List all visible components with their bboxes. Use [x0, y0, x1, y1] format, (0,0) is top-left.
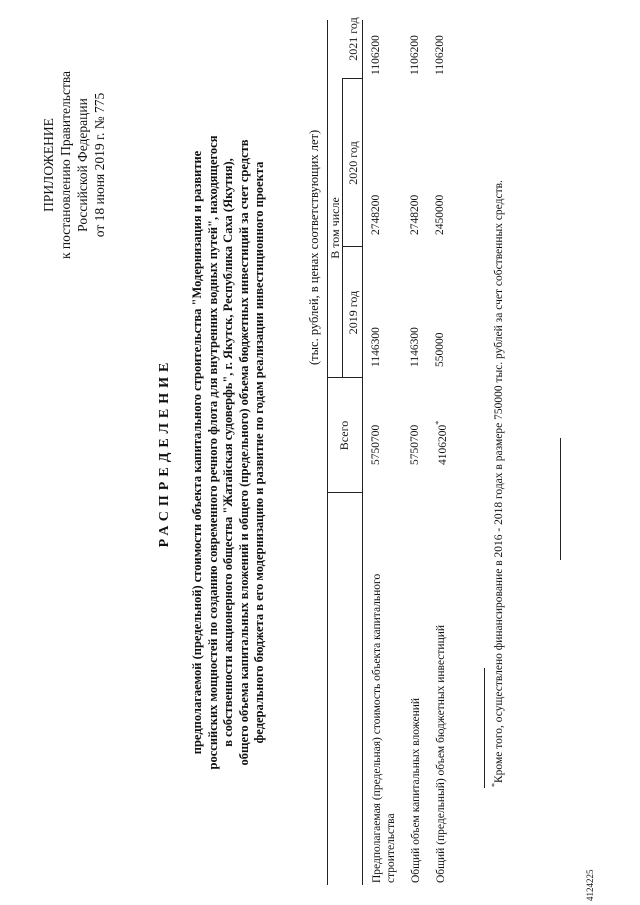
footnote [490, 180, 505, 787]
table-cell-2019: 550000 [434, 332, 446, 367]
subtitle-line: предполагаемой (предельной) стоимости объекта капитального строительства "Модернизация и развитие [190, 150, 204, 755]
footnote-mark: * [490, 783, 499, 787]
table-cell-total: 5750700 [409, 424, 421, 465]
header-group: В том числе [328, 197, 342, 259]
appendix-line: Российской Федерации [75, 98, 90, 232]
document-code: 4124225 [585, 869, 595, 901]
appendix-line: к постановлению Правительства [58, 70, 73, 260]
header-year-2021: 2021 год [346, 17, 360, 61]
document-subtitle [190, 30, 268, 875]
table-cell-2021: 1106200 [409, 35, 421, 75]
table-cell-total: 5750700 [370, 424, 382, 465]
table-cell-2019: 1146300 [409, 327, 421, 367]
appendix-line: от 18 июня 2019 г. № 775 [92, 92, 107, 238]
appendix-block [40, 25, 108, 305]
header-year-2019: 2019 год [346, 290, 360, 335]
subtitle-line: федерального бюджета в его модернизацию и развитие по годам реализации инвестиционного проекта [252, 161, 267, 744]
table-row-label: Общий объем капитальных вложений [410, 697, 422, 883]
footnote-separator [484, 668, 485, 788]
table-cell-2020: 2748200 [370, 194, 382, 235]
subtitle-line: общего объема капитальных вложений и общего (предельного) объема бюджетных инвестиций за счет средств [236, 139, 251, 766]
table-row-label: Предполагаемая (предельная) стоимость объекта капитального строительства [371, 573, 397, 883]
table-rule-header [362, 20, 363, 885]
subtitle-line: российских мощностей по созданию современного речного флота для внутренних водных путей", находящегося [205, 135, 220, 770]
header-year-2020: 2020 год [346, 141, 360, 185]
table-cell-2019: 1146300 [370, 327, 382, 367]
table-cell-2020: 2450000 [434, 194, 446, 235]
table-cell-2021: 1106200 [370, 35, 382, 75]
footnote-marker: * [434, 420, 443, 425]
appendix-title: ПРИЛОЖЕНИЕ [41, 118, 56, 212]
table-cell-total [434, 421, 449, 465]
footnote-text: Кроме того, осуществлено финансирование в 2016 - 2018 годах в размере 750000 тыс. рублей за счет собственных средств. [492, 180, 505, 783]
end-rule [560, 438, 561, 560]
subtitle-line: в собственности акционерного общества "Жатайская судоверфь", г. Якутск, Республика Саха (Якутия), [221, 158, 236, 747]
units-note: (тыс. рублей, в ценах соответствующих лет) [307, 129, 321, 365]
table-row-label: Общий (предельный) объем бюджетных инвестиций [435, 624, 447, 883]
document-title: РАСПРЕДЕЛЕНИЕ [157, 357, 172, 548]
header-total: Всего [337, 420, 351, 451]
table-cell-2021: 1106200 [434, 35, 446, 75]
table-cell-total-value: 4106200 [436, 424, 449, 465]
table-cell-2020: 2748200 [409, 194, 421, 235]
